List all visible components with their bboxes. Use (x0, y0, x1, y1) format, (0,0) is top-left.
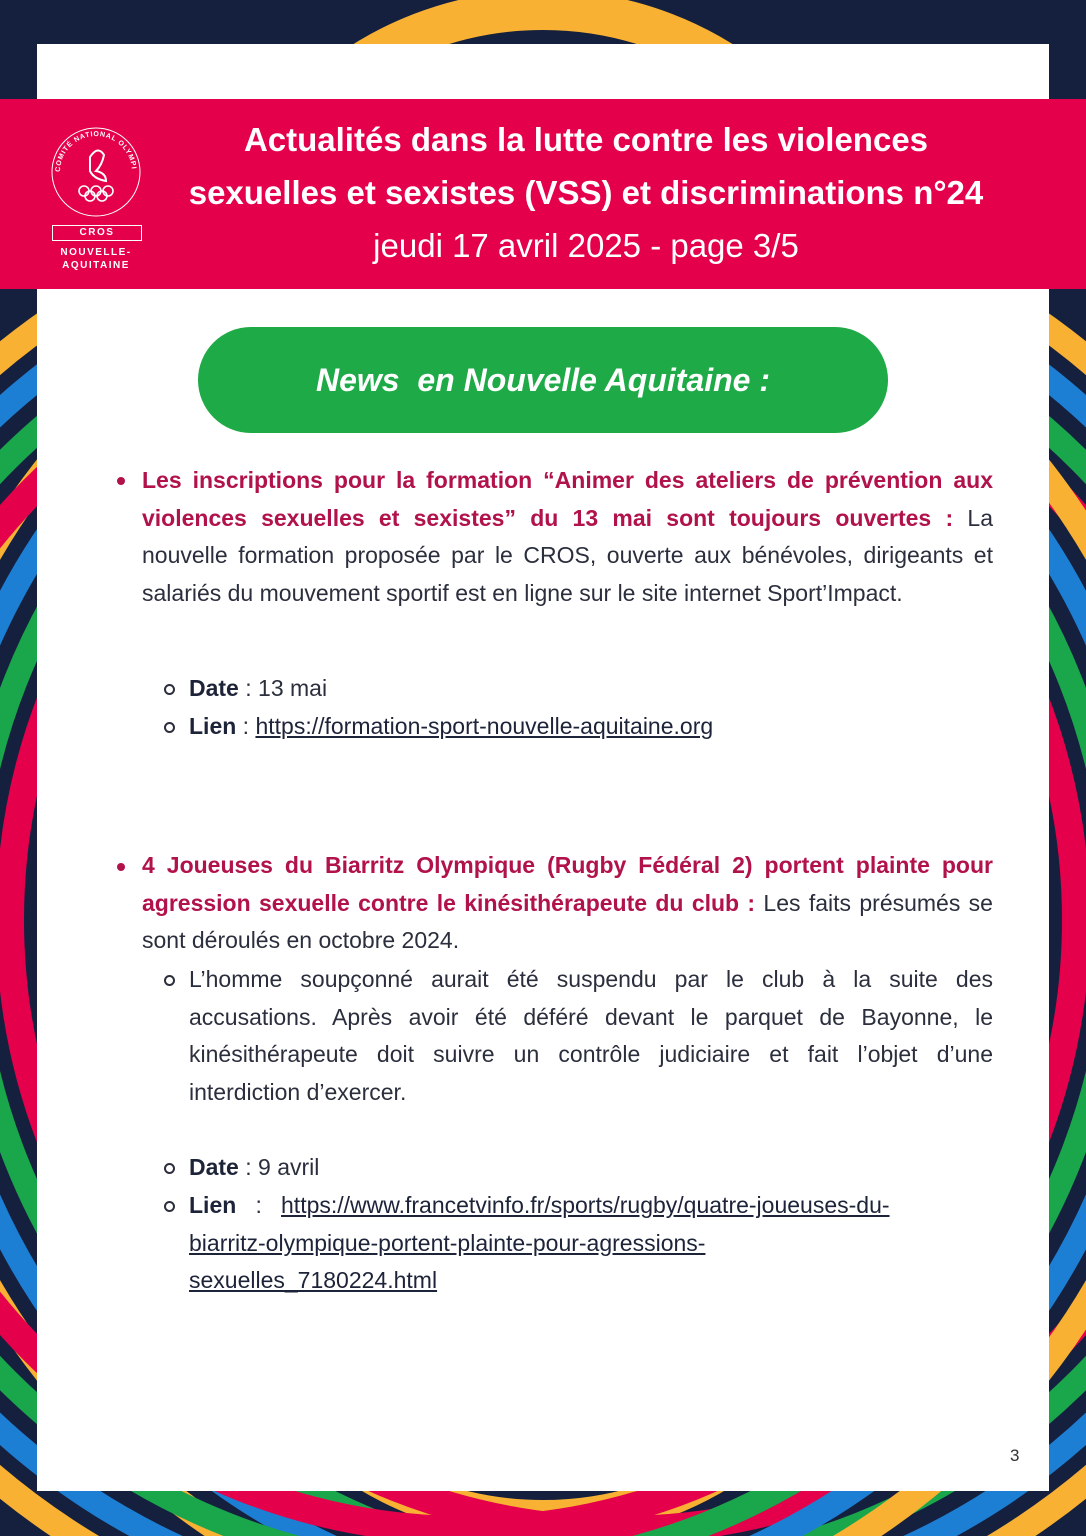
newsletter-title-line2: sexuelles et sexistes (VSS) et discriminations n°24 (188, 174, 984, 211)
newsletter-date: jeudi 17 avril 2025 - page 3/5 (373, 227, 799, 264)
sub-bullet-icon (164, 975, 175, 986)
news-1-date: Date : 13 mai (189, 675, 328, 701)
news-2-link-row: Lien : https://www.francetvinfo.fr/sports/rugby/quatre-joueuses-du- biarritz-olympique-portent-plainte-pour-agressions- sexuelles_7180224.html (189, 1192, 890, 1294)
news-1-body: La nouvelle formation proposée par le CROS, ouverte aux bénévoles, dirigeants et salariés du mouvement sportif est en ligne sur le site internet Sport’Impact. (142, 504, 994, 607)
sub-bullet-icon (164, 684, 175, 695)
bullet-icon (117, 477, 125, 485)
bullet-icon (117, 863, 125, 871)
news-2-detail: L’homme soupçonné aurait été suspendu par le club à la suite des accusations. Après avoir été déféré devant le parquet de Bayonne, le kinésithérapeute doit suivre un contrôle judiciaire et fait l’objet d’une interdiction d’exercer. (189, 966, 993, 1106)
news-2-date: Date : 9 avril (189, 1154, 320, 1180)
news-1-link[interactable]: https://formation-sport-nouvelle-aquitaine.org (255, 713, 714, 739)
sub-bullet-icon (164, 1201, 175, 1212)
svg-text:COMITÉ NATIONAL OLYMPIQUE ET S: COMITÉ NATIONAL OLYMPI (54, 130, 137, 173)
news-2-body: Les faits présumés se sont déroulés en octobre 2024. (142, 889, 993, 954)
page-number: 3 (1010, 1446, 1020, 1465)
news-2-link-part1[interactable]: https://www.francetvinfo.fr/sports/rugby/quatre-joueuses-du- (281, 1192, 890, 1218)
sub-bullet-icon (164, 1163, 175, 1174)
news-item-2 (142, 847, 993, 960)
news-1-link-row: Lien : https://formation-sport-nouvelle-aquitaine.org (189, 713, 714, 739)
newsletter-title-line1: Actualités dans la lutte contre les violences (243, 121, 929, 158)
logo-badge: CROS (52, 225, 142, 241)
news-2-link-part3[interactable]: sexuelles_7180224.html (189, 1267, 438, 1294)
header-banner (0, 99, 1086, 289)
sub-bullet-icon (164, 722, 175, 733)
cros-logo (46, 117, 146, 273)
news-2-headline: 4 Joueuses du Biarritz Olympique (Rugby Fédéral 2) portent plainte pour agression sexuelle contre le kinésithérapeute du club : (142, 852, 993, 916)
news-1-headline: Les inscriptions pour la formation “Animer des ateliers de prévention aux violences sexuelles et sexistes” du 13 mai sont toujours ouvertes : (142, 467, 993, 531)
section-title: News en Nouvelle Aquitaine : (315, 361, 770, 398)
section-title-pill (198, 327, 888, 433)
logo-subtitle-2: AQUITAINE (62, 260, 130, 271)
news-item-1 (142, 462, 993, 613)
logo-subtitle-1: NOUVELLE- (60, 247, 132, 258)
news-2-link-part2[interactable]: biarritz-olympique-portent-plainte-pour-agressions- (189, 1229, 706, 1256)
cros-emblem-icon (46, 117, 146, 227)
